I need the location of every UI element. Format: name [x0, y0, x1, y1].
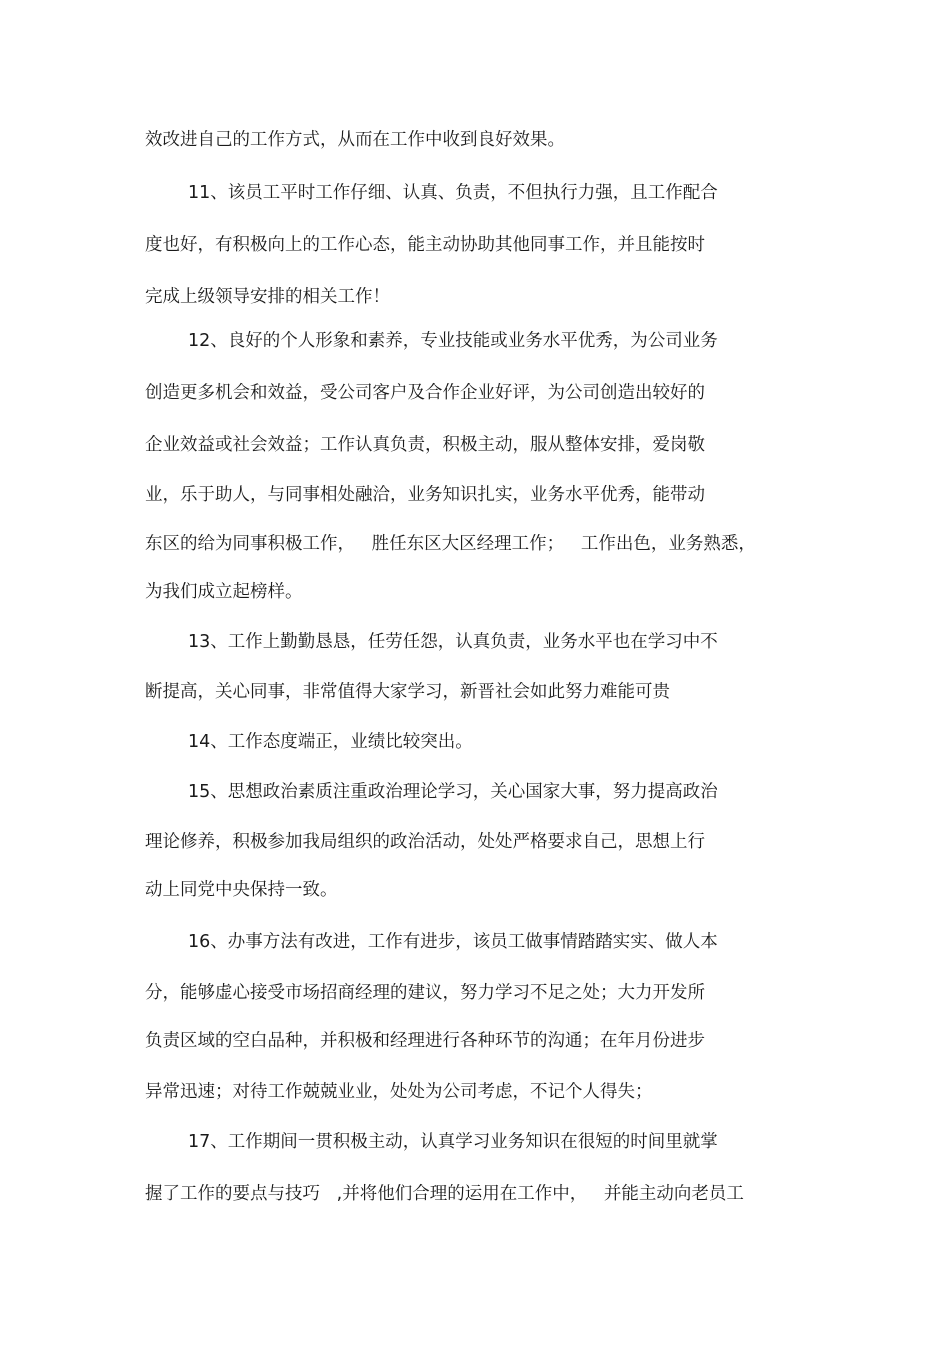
text-line: 断提高，关心同事，非常值得大家学习，新晋社会如此努力难能可贵 — [145, 682, 670, 702]
text-line: 异常迅速；对待工作兢兢业业，处处为公司考虑，不记个人得失； — [145, 1082, 653, 1102]
text-line: 握了工作的要点与技巧 ,并将他们合理的运用在工作中， 并能主动向老员工 — [145, 1184, 744, 1204]
text-line: 11、该员工平时工作仔细、认真、负责，不但执行力强，且工作配合 — [188, 183, 718, 203]
text-line: 分，能够虚心接受市场招商经理的建议，努力学习不足之处；大力开发所 — [145, 983, 705, 1003]
text-line: 12、良好的个人形象和素养，专业技能或业务水平优秀，为公司业务 — [188, 331, 718, 351]
text-line: 完成上级领导安排的相关工作！ — [145, 287, 390, 307]
text-line: 负责区域的空白品种，并积极和经理进行各种环节的沟通；在年月份进步 — [145, 1031, 705, 1051]
text-line: 效改进自己的工作方式，从而在工作中收到良好效果。 — [145, 130, 565, 150]
text-line: 为我们成立起榜样。 — [145, 582, 303, 602]
text-line: 理论修养，积极参加我局组织的政治活动，处处严格要求自己，思想上行 — [145, 832, 705, 852]
text-line: 15、思想政治素质注重政治理论学习，关心国家大事，努力提高政治 — [188, 782, 718, 802]
text-line: 度也好，有积极向上的工作心态，能主动协助其他同事工作，并且能按时 — [145, 235, 705, 255]
text-line: 企业效益或社会效益；工作认真负责，积极主动，服从整体安排，爱岗敬 — [145, 435, 705, 455]
text-line: 13、工作上勤勤恳恳，任劳任怨，认真负责，业务水平也在学习中不 — [188, 632, 718, 652]
text-line: 东区的给为同事积极工作， 胜任东区大区经理工作； 工作出色，业务熟悉， — [145, 534, 756, 554]
text-line: 动上同党中央保持一致。 — [145, 880, 338, 900]
text-line: 创造更多机会和效益，受公司客户及合作企业好评，为公司创造出较好的 — [145, 383, 705, 403]
text-line: 16、办事方法有改进，工作有进步，该员工做事情踏踏实实、做人本 — [188, 932, 718, 952]
text-line: 业，乐于助人，与同事相处融洽，业务知识扎实，业务水平优秀，能带动 — [145, 485, 705, 505]
text-line: 14、工作态度端正，业绩比较突出。 — [188, 732, 473, 752]
text-line: 17、工作期间一贯积极主动，认真学习业务知识在很短的时间里就掌 — [188, 1132, 718, 1152]
